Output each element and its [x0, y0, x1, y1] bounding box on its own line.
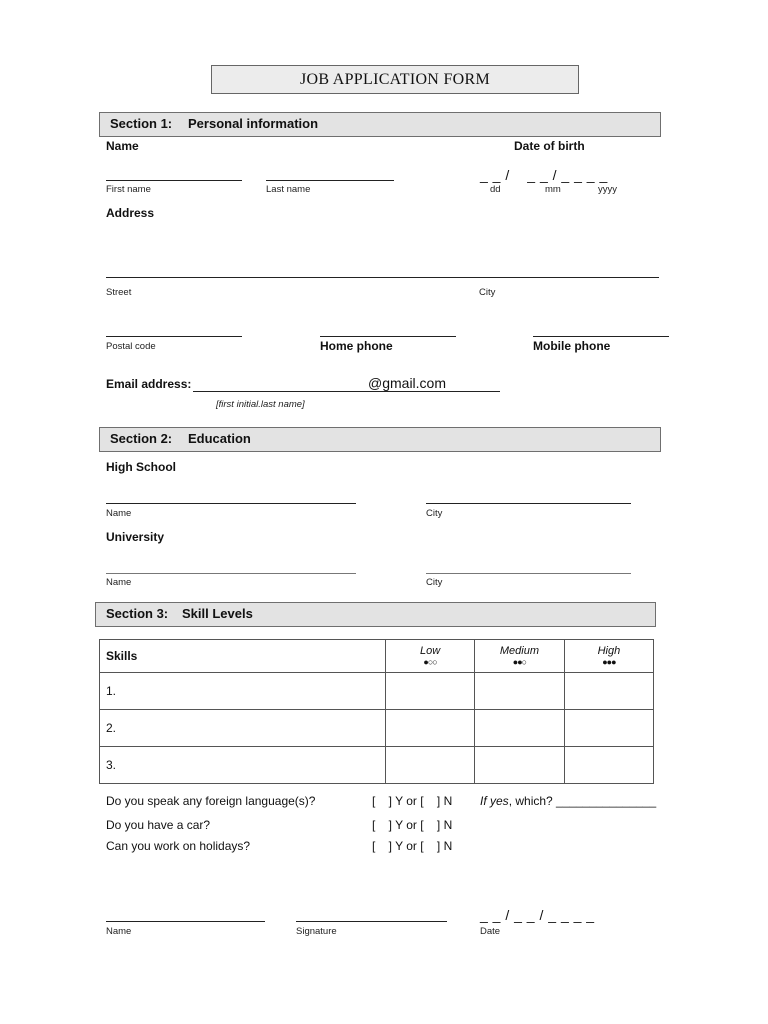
medium-cell[interactable]	[475, 710, 565, 747]
level-low-dots: ●○○	[423, 657, 437, 667]
skills-table	[99, 639, 654, 784]
high-school-name-caption: Name	[106, 508, 132, 519]
high-school-label: High School	[106, 460, 176, 474]
skills-header-label: Skills	[106, 649, 138, 663]
section-3-title: Skill Levels	[182, 606, 253, 621]
question-car: Do you have a car?	[106, 818, 211, 832]
skills-header-row	[100, 640, 654, 673]
email-field[interactable]	[193, 391, 500, 392]
level-high-label: High	[597, 645, 621, 657]
skill-cell[interactable]	[100, 747, 386, 784]
skill-row-number: 2.	[106, 721, 117, 735]
section-2-number: Section 2:	[110, 431, 173, 446]
home-phone-caption: Home phone	[320, 339, 393, 353]
section-1-number: Section 1:	[110, 116, 173, 131]
address-field[interactable]	[106, 277, 659, 278]
dd-caption: dd	[490, 184, 501, 195]
university-label: University	[106, 530, 165, 544]
skill-cell[interactable]	[100, 673, 386, 710]
mobile-phone-field[interactable]	[533, 336, 669, 337]
question-holidays: Can you work on holidays?	[106, 839, 251, 853]
university-city-field[interactable]	[426, 573, 631, 574]
table-row	[100, 710, 654, 747]
footer-signature-field[interactable]	[296, 921, 447, 922]
medium-cell[interactable]	[475, 747, 565, 784]
followup-which[interactable]	[480, 794, 656, 808]
low-cell[interactable]	[386, 747, 475, 784]
footer-date-caption: Date	[480, 926, 501, 937]
home-phone-field[interactable]	[320, 336, 456, 337]
high-school-city-field[interactable]	[426, 503, 631, 504]
name-label: Name	[106, 139, 139, 153]
email-hint: [first initial.last name]	[216, 399, 305, 410]
high-school-city-caption: City	[426, 508, 443, 519]
answer-car[interactable]: [ ] Y or [ ] N	[372, 818, 453, 832]
answer-holidays[interactable]: [ ] Y or [ ] N	[372, 839, 453, 853]
high-cell[interactable]	[564, 747, 653, 784]
section-2-header	[99, 427, 661, 452]
email-domain: @gmail.com	[368, 375, 447, 391]
footer-signature-caption: Signature	[296, 926, 337, 937]
footer-name-caption: Name	[106, 926, 132, 937]
section-2-title: Education	[188, 431, 251, 446]
level-high-header	[564, 640, 653, 673]
first-name-caption: First name	[106, 184, 151, 195]
dob-field[interactable]: _ _ / _ _ / _ _ _ _	[480, 167, 608, 183]
email-label: Email address:	[106, 377, 192, 391]
section-1-title: Personal information	[188, 116, 319, 131]
table-row	[100, 747, 654, 784]
city-caption: City	[479, 287, 496, 298]
table-row	[100, 673, 654, 710]
followup-which-text: , which? _______________	[508, 794, 657, 808]
yyyy-caption: yyyy	[598, 184, 617, 195]
level-high-dots: ●●●	[602, 657, 616, 667]
answer-foreign-language[interactable]: [ ] Y or [ ] N	[372, 794, 453, 808]
level-medium-dots: ●●○	[512, 657, 527, 667]
postal-code-caption: Postal code	[106, 341, 156, 352]
university-name-caption: Name	[106, 577, 132, 588]
first-name-field[interactable]	[106, 180, 242, 181]
university-name-field[interactable]	[106, 573, 356, 574]
last-name-field[interactable]	[266, 180, 394, 181]
level-low-header	[386, 640, 475, 673]
question-foreign-language: Do you speak any foreign language(s)?	[106, 794, 316, 808]
mm-caption: mm	[545, 184, 561, 195]
skill-row-number: 3.	[106, 758, 117, 772]
skill-cell[interactable]	[100, 710, 386, 747]
postal-code-field[interactable]	[106, 336, 242, 337]
low-cell[interactable]	[386, 710, 475, 747]
high-cell[interactable]	[564, 710, 653, 747]
form-title: JOB APPLICATION FORM	[211, 65, 579, 94]
high-cell[interactable]	[564, 673, 653, 710]
level-low-label: Low	[419, 645, 441, 657]
section-3-header	[95, 602, 656, 627]
section-3-number: Section 3:	[106, 606, 169, 621]
street-caption: Street	[106, 287, 132, 298]
skills-header	[100, 640, 386, 673]
last-name-caption: Last name	[266, 184, 311, 195]
section-1-header	[99, 112, 661, 137]
followup-if-yes: If yes	[480, 794, 509, 808]
high-school-name-field[interactable]	[106, 503, 356, 504]
footer-date-field[interactable]: _ _ / _ _ / _ _ _ _	[480, 907, 595, 923]
dob-label: Date of birth	[514, 139, 585, 153]
skill-row-number: 1.	[106, 684, 117, 698]
level-medium-header	[475, 640, 565, 673]
university-city-caption: City	[426, 577, 443, 588]
medium-cell[interactable]	[475, 673, 565, 710]
footer-name-field[interactable]	[106, 921, 265, 922]
level-medium-label: Medium	[499, 645, 539, 657]
mobile-phone-caption: Mobile phone	[533, 339, 611, 353]
address-label: Address	[106, 206, 155, 220]
low-cell[interactable]	[386, 673, 475, 710]
